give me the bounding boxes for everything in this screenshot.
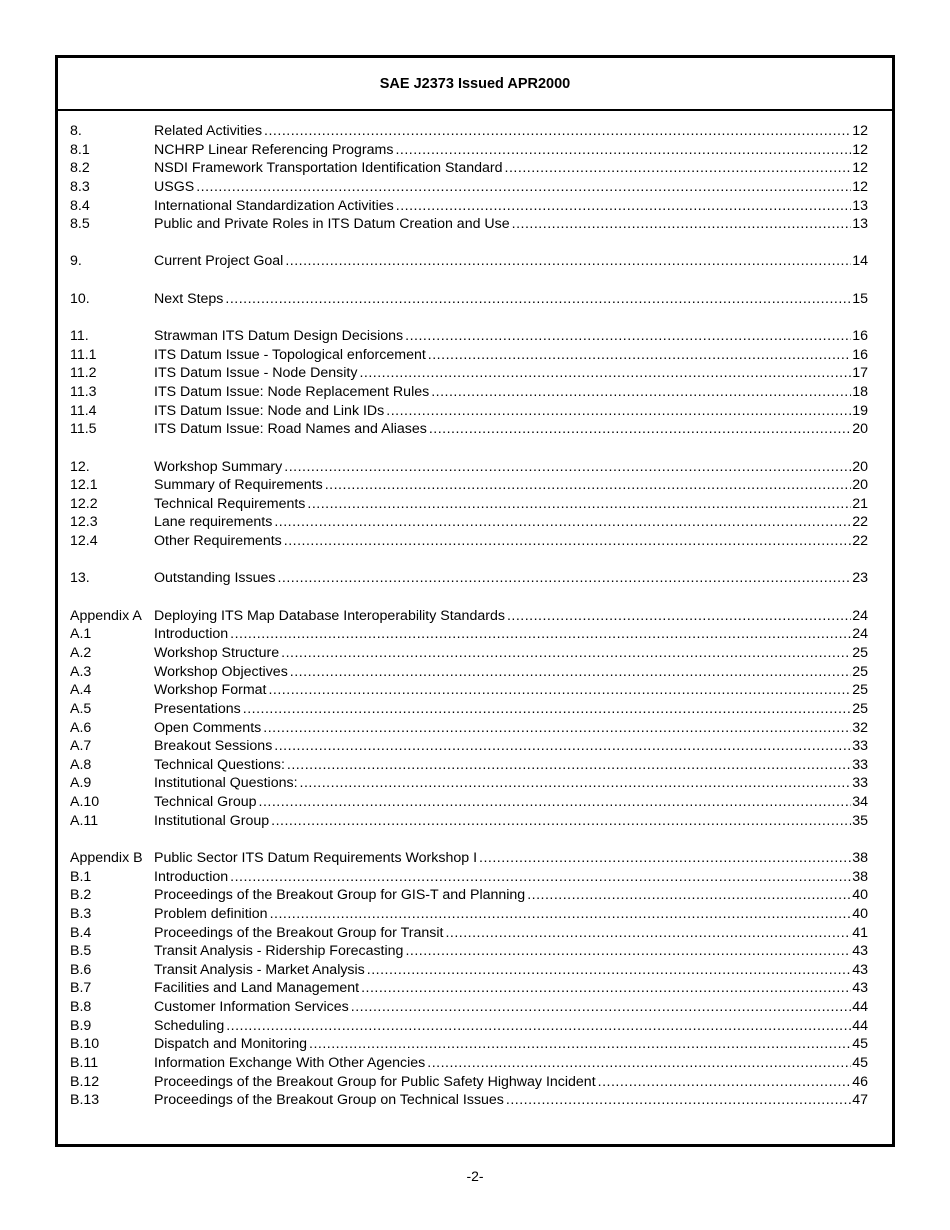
dot-leader bbox=[365, 961, 851, 980]
document-title: SAE J2373 Issued APR2000 bbox=[379, 76, 571, 92]
toc-entry-page: 44 bbox=[852, 999, 868, 1016]
toc-entry-page: 16 bbox=[852, 346, 868, 363]
toc-entry bbox=[70, 122, 868, 141]
toc-entry-page: 12 bbox=[852, 178, 868, 195]
toc-entry bbox=[70, 1035, 868, 1054]
dot-leader bbox=[349, 998, 851, 1017]
toc-entry-title: Lane requirements bbox=[154, 514, 273, 531]
toc-entry-title: Technical Group bbox=[154, 794, 257, 811]
toc-entry-title: Public and Private Roles in ITS Datum Creation and Use bbox=[154, 216, 510, 233]
toc-entry-page: 47 bbox=[852, 1092, 868, 1109]
toc-entry-title: ITS Datum Issue: Road Names and Aliases bbox=[154, 421, 427, 438]
toc-entry-number: 10. bbox=[70, 290, 90, 307]
toc-entry-number: 12.2 bbox=[70, 495, 98, 512]
toc-entry-title: Introduction bbox=[154, 626, 229, 643]
toc-entry-page: 35 bbox=[852, 812, 868, 829]
dot-leader bbox=[282, 532, 851, 551]
toc-entry-number: B.11 bbox=[70, 1055, 99, 1072]
toc-entry-page: 12 bbox=[852, 141, 868, 158]
toc-entry bbox=[70, 1017, 868, 1036]
toc-entry-number: A.11 bbox=[70, 812, 99, 829]
toc-entry-page: 25 bbox=[852, 700, 868, 717]
toc-entry-number: Appendix A bbox=[70, 607, 142, 624]
toc-entry bbox=[70, 141, 868, 160]
toc-entry-title: Transit Analysis - Ridership Forecasting bbox=[154, 943, 404, 960]
toc-entry-number: A.5 bbox=[70, 700, 92, 717]
toc-entry-number: 12. bbox=[70, 458, 90, 475]
toc-entry-title: Problem definition bbox=[154, 905, 268, 922]
dot-leader bbox=[394, 197, 851, 216]
toc-entry-number: 11.4 bbox=[70, 402, 97, 419]
dot-leader bbox=[282, 458, 851, 477]
toc-entry-title: Proceedings of the Breakout Group for GIS-T and Planning bbox=[154, 887, 526, 904]
toc-entry-title: Proceedings of the Breakout Group on Technical Issues bbox=[154, 1092, 504, 1109]
toc-entry bbox=[70, 663, 868, 682]
toc-entry-number: 11.5 bbox=[70, 421, 97, 438]
toc-entry bbox=[70, 644, 868, 663]
toc-entry-page: 20 bbox=[852, 421, 868, 438]
toc-entry-title: Institutional Group bbox=[154, 812, 270, 829]
toc-spacer bbox=[70, 551, 868, 570]
toc-entry-number: A.1 bbox=[70, 626, 92, 643]
toc-entry-page: 43 bbox=[852, 980, 868, 997]
dot-leader bbox=[261, 719, 851, 738]
toc-entry-page: 45 bbox=[852, 1055, 868, 1072]
toc-entry-page: 13 bbox=[852, 216, 868, 233]
toc-entry-title: Workshop Format bbox=[154, 682, 267, 699]
toc-entry-title: Breakout Sessions bbox=[154, 738, 273, 755]
toc-entry-title: Institutional Questions: bbox=[154, 775, 298, 792]
toc-entry-page: 18 bbox=[852, 383, 868, 400]
toc-entry-number: 11.2 bbox=[70, 365, 97, 382]
toc-entry-title: Information Exchange With Other Agencies bbox=[154, 1055, 426, 1072]
toc-entry bbox=[70, 569, 868, 588]
toc-entry-title: Presentations bbox=[154, 700, 241, 717]
dot-leader bbox=[269, 812, 851, 831]
toc-entry-title: Related Activities bbox=[154, 123, 263, 139]
toc-entry-title: Transit Analysis - Market Analysis bbox=[154, 961, 365, 978]
toc-entry-page: 16 bbox=[852, 328, 868, 345]
dot-leader bbox=[443, 924, 851, 943]
dot-leader bbox=[298, 774, 852, 793]
page-frame bbox=[55, 55, 895, 1147]
toc-entry-title: Workshop Summary bbox=[154, 458, 283, 475]
toc-entry-number: 8.3 bbox=[70, 178, 90, 195]
dot-leader bbox=[403, 327, 851, 346]
toc-spacer bbox=[70, 588, 868, 607]
page-number: -2- bbox=[466, 1168, 484, 1184]
toc-entry-number: 12.1 bbox=[70, 477, 98, 494]
toc-entry-page: 32 bbox=[852, 719, 868, 736]
toc-entry-title: Strawman ITS Datum Design Decisions bbox=[154, 328, 404, 345]
toc-entry-title: USGS bbox=[154, 178, 195, 195]
toc-entry-page: 33 bbox=[852, 775, 868, 792]
toc-entry-page: 22 bbox=[852, 514, 868, 531]
toc-entry bbox=[70, 700, 868, 719]
toc-entry bbox=[70, 812, 868, 831]
toc-entry-number: B.7 bbox=[70, 980, 92, 997]
toc-entry bbox=[70, 346, 868, 365]
toc-entry-number: B.8 bbox=[70, 999, 92, 1016]
dot-leader bbox=[223, 290, 851, 309]
toc-entry-page: 33 bbox=[852, 756, 868, 773]
toc-entry bbox=[70, 178, 868, 197]
toc-entry bbox=[70, 961, 868, 980]
toc-entry-page: 24 bbox=[852, 607, 868, 624]
toc-entry-page: 43 bbox=[852, 961, 868, 978]
toc-entry-number: 8.1 bbox=[70, 141, 90, 158]
dot-leader bbox=[525, 886, 851, 905]
toc-entry-page: 40 bbox=[852, 905, 868, 922]
toc-entry bbox=[70, 868, 868, 887]
toc-entry bbox=[70, 681, 868, 700]
toc-entry-page: 45 bbox=[852, 1036, 868, 1053]
toc-entry-number: B.9 bbox=[70, 1017, 92, 1034]
toc-spacer bbox=[70, 830, 868, 849]
toc-entry-number: 11.1 bbox=[70, 346, 97, 363]
toc-entry-number: A.2 bbox=[70, 644, 92, 661]
dot-leader bbox=[384, 402, 851, 421]
toc-entry-number: Appendix B bbox=[70, 849, 143, 866]
toc-entry bbox=[70, 290, 868, 309]
toc-entry-title: Workshop Objectives bbox=[154, 663, 288, 680]
toc-entry-number: B.6 bbox=[70, 961, 92, 978]
toc-entry-page: 14 bbox=[852, 253, 868, 270]
dot-leader bbox=[477, 849, 851, 868]
toc-entry bbox=[70, 420, 868, 439]
toc-entry bbox=[70, 383, 868, 402]
dot-leader bbox=[228, 868, 851, 887]
toc-entry-number: B.10 bbox=[70, 1036, 100, 1053]
toc-entry-page: 12 bbox=[852, 160, 868, 177]
toc-entry bbox=[70, 942, 868, 961]
toc-entry-title: Workshop Structure bbox=[154, 644, 280, 661]
toc-entry bbox=[70, 402, 868, 421]
toc-entry-title: International Standardization Activities bbox=[154, 197, 394, 214]
dot-leader bbox=[279, 644, 851, 663]
toc-entry-page: 33 bbox=[852, 738, 868, 755]
toc-entry bbox=[70, 774, 868, 793]
toc-entry bbox=[70, 756, 868, 775]
toc-entry-number: 8.2 bbox=[70, 160, 90, 177]
dot-leader bbox=[505, 607, 851, 626]
toc-entry-page: 15 bbox=[852, 290, 868, 307]
dot-leader bbox=[425, 1054, 851, 1073]
toc-entry-number: A.8 bbox=[70, 756, 92, 773]
toc-entry-page: 23 bbox=[852, 570, 868, 587]
dot-leader bbox=[429, 383, 851, 402]
toc-entry-number: 12.4 bbox=[70, 533, 98, 550]
toc-entry-number: A.9 bbox=[70, 775, 92, 792]
toc-entry-number: 8.4 bbox=[70, 197, 90, 214]
dot-leader bbox=[307, 1035, 851, 1054]
dot-leader bbox=[228, 625, 851, 644]
toc-entry-page: 38 bbox=[852, 849, 868, 866]
toc-entry-page: 41 bbox=[852, 924, 868, 941]
toc-entry-title: Public Sector ITS Datum Requirements Workshop I bbox=[154, 849, 478, 866]
toc-entry-page: 19 bbox=[852, 402, 868, 419]
toc-entry-number: B.1 bbox=[70, 868, 92, 885]
toc-entry-page: 46 bbox=[852, 1073, 868, 1090]
dot-leader bbox=[266, 681, 851, 700]
dot-leader bbox=[262, 122, 851, 141]
toc-entry-title: Dispatch and Monitoring bbox=[154, 1036, 307, 1053]
toc-entry-number: B.2 bbox=[70, 887, 92, 904]
dot-leader bbox=[283, 252, 851, 271]
toc-entry-title: Technical Questions: bbox=[154, 756, 285, 773]
dot-leader bbox=[427, 420, 851, 439]
toc-entry bbox=[70, 737, 868, 756]
toc-entry-title: ITS Datum Issue - Topological enforcement bbox=[154, 346, 426, 363]
toc-spacer bbox=[70, 308, 868, 327]
dot-leader bbox=[285, 756, 851, 775]
toc-entry-page: 22 bbox=[852, 533, 868, 550]
toc-entry-title: Proceedings of the Breakout Group for Transit bbox=[154, 924, 444, 941]
toc-entry-title: Summary of Requirements bbox=[154, 477, 323, 494]
dot-leader bbox=[305, 495, 851, 514]
dot-leader bbox=[224, 1017, 851, 1036]
toc-entry-number: 11. bbox=[70, 328, 89, 345]
toc-entry-page: 40 bbox=[852, 887, 868, 904]
toc-entry bbox=[70, 886, 868, 905]
toc-entry bbox=[70, 849, 868, 868]
toc-entry-number: B.3 bbox=[70, 905, 92, 922]
toc-entry-number: B.5 bbox=[70, 943, 92, 960]
toc-entry bbox=[70, 532, 868, 551]
toc-entry bbox=[70, 327, 868, 346]
dot-leader bbox=[504, 1091, 851, 1110]
table-of-contents bbox=[70, 122, 868, 1110]
toc-entry-number: A.4 bbox=[70, 682, 92, 699]
dot-leader bbox=[288, 663, 851, 682]
toc-entry-page: 17 bbox=[852, 365, 868, 382]
toc-entry bbox=[70, 625, 868, 644]
dot-leader bbox=[272, 513, 851, 532]
dot-leader bbox=[275, 569, 851, 588]
dot-leader bbox=[510, 215, 852, 234]
toc-entry-title: ITS Datum Issue: Node and Link IDs bbox=[154, 402, 385, 419]
toc-entry bbox=[70, 364, 868, 383]
toc-entry bbox=[70, 476, 868, 495]
toc-entry-page: 25 bbox=[852, 644, 868, 661]
toc-entry-page: 34 bbox=[852, 794, 868, 811]
dot-leader bbox=[393, 141, 851, 160]
toc-entry-number: 8.5 bbox=[70, 216, 90, 233]
toc-entry bbox=[70, 215, 868, 234]
toc-entry bbox=[70, 924, 868, 943]
toc-entry-title: Outstanding Issues bbox=[154, 570, 276, 587]
toc-entry bbox=[70, 979, 868, 998]
dot-leader bbox=[596, 1073, 852, 1092]
toc-entry bbox=[70, 495, 868, 514]
toc-entry bbox=[70, 159, 868, 178]
toc-entry-page: 12 bbox=[852, 123, 868, 139]
toc-entry-title: Customer Information Services bbox=[154, 999, 349, 1016]
toc-entry bbox=[70, 252, 868, 271]
toc-entry bbox=[70, 905, 868, 924]
toc-entry-title: Next Steps bbox=[154, 290, 224, 307]
toc-entry-title: NSDI Framework Transportation Identification Standard bbox=[154, 160, 503, 177]
toc-entry bbox=[70, 719, 868, 738]
toc-entry-title: Open Comments bbox=[154, 719, 262, 736]
toc-spacer bbox=[70, 439, 868, 458]
toc-entry-number: 8. bbox=[70, 123, 82, 139]
toc-entry-title: ITS Datum Issue - Node Density bbox=[154, 365, 358, 382]
toc-entry-title: Facilities and Land Management bbox=[154, 980, 360, 997]
toc-entry-number: 13. bbox=[70, 570, 90, 587]
toc-entry-title: Other Requirements bbox=[154, 533, 282, 550]
toc-entry-number: 12.3 bbox=[70, 514, 98, 531]
dot-leader bbox=[426, 346, 851, 365]
toc-entry-number: A.3 bbox=[70, 663, 92, 680]
document-header bbox=[58, 58, 892, 111]
toc-entry-page: 25 bbox=[852, 682, 868, 699]
toc-entry bbox=[70, 793, 868, 812]
toc-entry-title: NCHRP Linear Referencing Programs bbox=[154, 141, 394, 158]
dot-leader bbox=[268, 905, 852, 924]
dot-leader bbox=[241, 700, 851, 719]
toc-entry-page: 20 bbox=[852, 477, 868, 494]
toc-entry-page: 20 bbox=[852, 458, 868, 475]
dot-leader bbox=[194, 178, 851, 197]
dot-leader bbox=[272, 737, 851, 756]
toc-entry bbox=[70, 458, 868, 477]
toc-entry-page: 44 bbox=[852, 1017, 868, 1034]
dot-leader bbox=[323, 476, 851, 495]
toc-entry bbox=[70, 513, 868, 532]
toc-entry bbox=[70, 1054, 868, 1073]
toc-entry-title: Current Project Goal bbox=[154, 253, 284, 270]
toc-entry-page: 21 bbox=[852, 495, 868, 512]
dot-leader bbox=[359, 979, 851, 998]
toc-entry-number: 9. bbox=[70, 253, 82, 270]
dot-leader bbox=[503, 159, 852, 178]
toc-spacer bbox=[70, 271, 868, 290]
toc-entry-title: Scheduling bbox=[154, 1017, 225, 1034]
toc-entry-number: A.7 bbox=[70, 738, 92, 755]
toc-entry bbox=[70, 998, 868, 1017]
toc-entry-number: 11.3 bbox=[70, 383, 97, 400]
toc-entry-number: B.4 bbox=[70, 924, 92, 941]
toc-entry-title: Deploying ITS Map Database Interoperability Standards bbox=[154, 607, 505, 624]
toc-entry-number: B.13 bbox=[70, 1092, 100, 1109]
toc-entry-number: A.6 bbox=[70, 719, 92, 736]
dot-leader bbox=[257, 793, 852, 812]
toc-entry-number: B.12 bbox=[70, 1073, 100, 1090]
toc-entry-page: 43 bbox=[852, 943, 868, 960]
toc-entry bbox=[70, 197, 868, 216]
toc-entry-page: 24 bbox=[852, 626, 868, 643]
toc-entry-title: Introduction bbox=[154, 868, 229, 885]
toc-entry bbox=[70, 1091, 868, 1110]
toc-entry-page: 13 bbox=[852, 197, 868, 214]
toc-entry-title: Technical Requirements bbox=[154, 495, 306, 512]
dot-leader bbox=[403, 942, 851, 961]
toc-entry-title: ITS Datum Issue: Node Replacement Rules bbox=[154, 383, 430, 400]
toc-entry-page: 38 bbox=[852, 868, 868, 885]
toc-entry-number: A.10 bbox=[70, 794, 100, 811]
toc-entry bbox=[70, 607, 868, 626]
toc-entry-page: 25 bbox=[852, 663, 868, 680]
toc-entry-title: Proceedings of the Breakout Group for Public Safety Highway Incident bbox=[154, 1073, 596, 1090]
dot-leader bbox=[357, 364, 851, 383]
toc-entry bbox=[70, 1073, 868, 1092]
toc-spacer bbox=[70, 234, 868, 253]
